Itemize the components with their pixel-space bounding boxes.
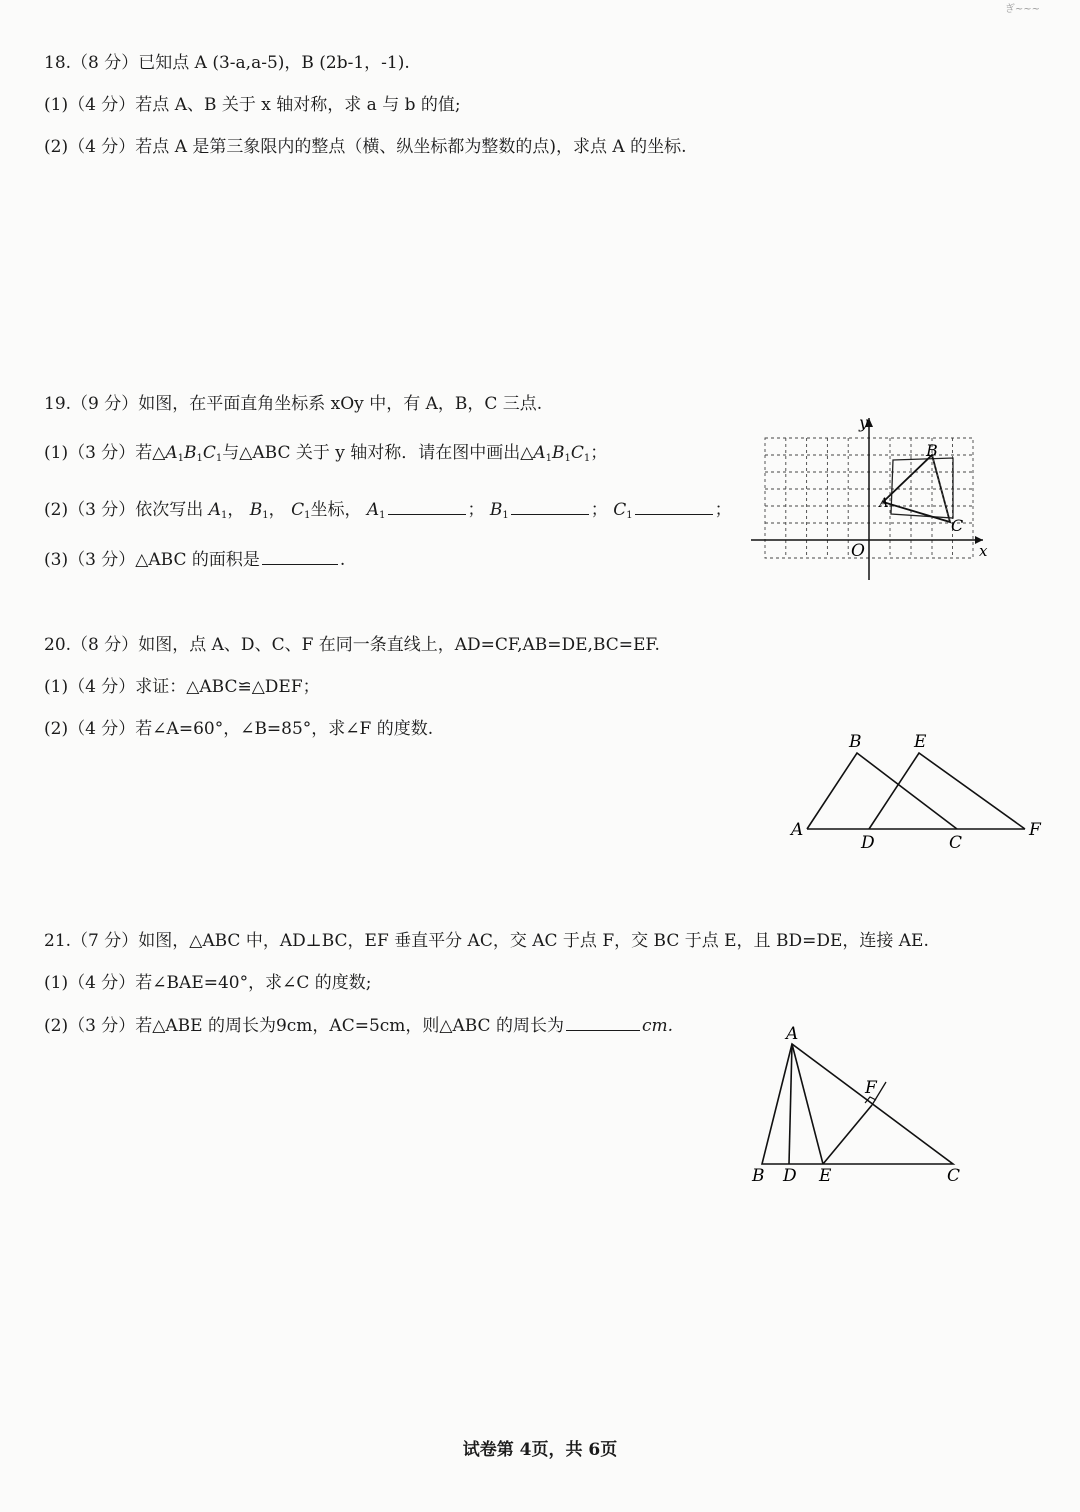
q19-origin-label: O xyxy=(851,541,865,561)
q19-a1-answer-blank[interactable] xyxy=(388,498,466,515)
q19-y-label: y xyxy=(859,413,869,432)
q18-part2: (2)（4 分）若点 A 是第三象限内的整点（横、纵坐标都为整数的点)，求点 A 的坐标. xyxy=(44,137,687,157)
q19-p1-b1: B xyxy=(184,443,197,463)
altitude-ad xyxy=(789,1044,792,1164)
q19-p1-b1-sub: 1 xyxy=(196,453,203,464)
segment-ae xyxy=(792,1044,823,1164)
q19-p2-blank-c1-label: C xyxy=(613,500,627,520)
q19-p1-b1b: B xyxy=(552,443,565,463)
q19-p2-c1-sub: 1 xyxy=(304,510,311,521)
q21-perimeter-answer-blank[interactable] xyxy=(566,1014,640,1031)
q19-point-a-label: A xyxy=(879,496,889,511)
q20-label-b: B xyxy=(849,732,862,752)
q19-p2-pre: (2)（3 分）依次写出 xyxy=(44,500,204,520)
q19-p2-blank-b1-label: B xyxy=(489,500,503,520)
q19-p1-a1b-sub: 1 xyxy=(545,453,553,464)
q19-area-answer-blank[interactable] xyxy=(262,548,338,565)
q19-point-c-label: C xyxy=(951,516,964,535)
q19-p2-b1: B xyxy=(249,500,263,520)
q21-label-c: C xyxy=(947,1166,961,1186)
q19-p1-c1-sub: 1 xyxy=(215,453,223,464)
q19-part1 xyxy=(44,442,607,470)
q19-p2-semi2: ； xyxy=(590,500,608,520)
q20-label-c: C xyxy=(949,833,963,853)
helper-rectangle xyxy=(891,458,953,518)
q19-p1-a1b: A xyxy=(533,443,546,463)
q19-p1-a1-sub: 1 xyxy=(177,453,185,464)
q19-title: 19.（9 分）如图，在平面直角坐标系 xOy 中，有 A，B，C 三点. xyxy=(44,394,543,414)
q21-label-a: A xyxy=(786,1024,799,1044)
q19-p2-a1-sub: 1 xyxy=(221,510,228,521)
triangle-def-sides xyxy=(869,753,1025,829)
q19-p2-c1: C xyxy=(291,500,305,520)
q18-title: 18.（8 分）已知点 A (3-a,a-5)，B (2b-1，-1). xyxy=(44,53,410,73)
q20-label-a: A xyxy=(791,820,804,840)
q20-title: 20.（8 分）如图，点 A、D、C、F 在同一条直线上，AD=CF,AB=DE,BC=EF. xyxy=(44,635,660,655)
q21-label-b: B xyxy=(752,1166,765,1186)
q19-p2-mid: 坐标， xyxy=(310,500,362,520)
q21-triangle-figure xyxy=(745,1020,975,1195)
q19-p1-end: ； xyxy=(590,443,608,463)
q19-x-label: x xyxy=(979,542,988,560)
q21-p2-pre: (2)（3 分）若△ABE 的周长为9cm，AC=5cm，则△ABC 的周长为 xyxy=(44,1016,564,1036)
q19-p1-mid: 与△ABC 关于 y 轴对称．请在图中画出△ xyxy=(222,443,534,463)
q20-label-d: D xyxy=(861,833,875,853)
q20-part2: (2)（4 分）若∠A=60°，∠B=85°，求∠F 的度数. xyxy=(44,719,434,739)
q19-p1-a1: A xyxy=(165,443,178,463)
q19-p3-pre: (3)（3 分）△ABC 的面积是 xyxy=(44,550,260,570)
q19-p2-semi3: ； xyxy=(714,500,732,520)
q19-p1-pre: (1)（3 分）若△ xyxy=(44,443,166,463)
q19-p3-end: . xyxy=(339,550,346,570)
page-footer: 试卷第 4页，共 6页 xyxy=(462,1440,618,1460)
q20-part1: (1)（4 分）求证：△ABC≌△DEF； xyxy=(44,677,320,697)
q19-p1-b1b-sub: 1 xyxy=(564,453,571,464)
q19-p2-semi1: ； xyxy=(467,500,485,520)
q21-label-f: F xyxy=(865,1078,877,1098)
q19-p2-a1: A xyxy=(208,500,221,520)
q20-label-e: E xyxy=(914,732,927,752)
header-corner-text: ぎ~~~ xyxy=(1004,4,1040,15)
q21-label-d: D xyxy=(783,1166,797,1186)
q21-title: 21.（7 分）如图，△ABC 中，AD⊥BC，EF 垂直平分 AC，交 AC 于点 F，交 BC 于点 E，且 BD=DE，连接 AE. xyxy=(44,931,929,951)
q21-part1: (1)（4 分）若∠BAE=40°，求∠C 的度数; xyxy=(44,973,372,993)
q19-part2 xyxy=(44,498,732,527)
bisector-ef xyxy=(823,1105,872,1164)
q19-p2-blank-b1-sub: 1 xyxy=(502,510,509,521)
q19-p2-b1-sub: 1 xyxy=(262,510,269,521)
q21-label-e: E xyxy=(819,1166,832,1186)
q20-label-f: F xyxy=(1029,820,1041,840)
q19-p2-blank-c1-sub: 1 xyxy=(626,510,633,521)
q20-triangles-figure xyxy=(785,728,1050,858)
q19-p2-comma1: ， xyxy=(227,500,245,520)
q19-p1-c1b: C xyxy=(570,443,584,463)
q19-b1-answer-blank[interactable] xyxy=(511,498,589,515)
q19-p1-c1b-sub: 1 xyxy=(583,453,591,464)
q19-p2-blank-a1-sub: 1 xyxy=(379,510,386,521)
q19-part3 xyxy=(44,548,345,571)
q21-part2 xyxy=(44,1014,673,1037)
q19-point-b-label: B xyxy=(926,441,938,460)
q18-part1: (1)（4 分）若点 A、B 关于 x 轴对称，求 a 与 b 的值; xyxy=(44,95,461,115)
q19-p2-blank-a1-label: A xyxy=(366,500,380,520)
q19-c1-answer-blank[interactable] xyxy=(635,498,713,515)
q19-p2-comma2: ， xyxy=(268,500,286,520)
q19-coordinate-grid-figure xyxy=(745,410,1005,585)
q19-p1-c1: C xyxy=(202,443,216,463)
q21-p2-unit: cm. xyxy=(641,1016,674,1036)
